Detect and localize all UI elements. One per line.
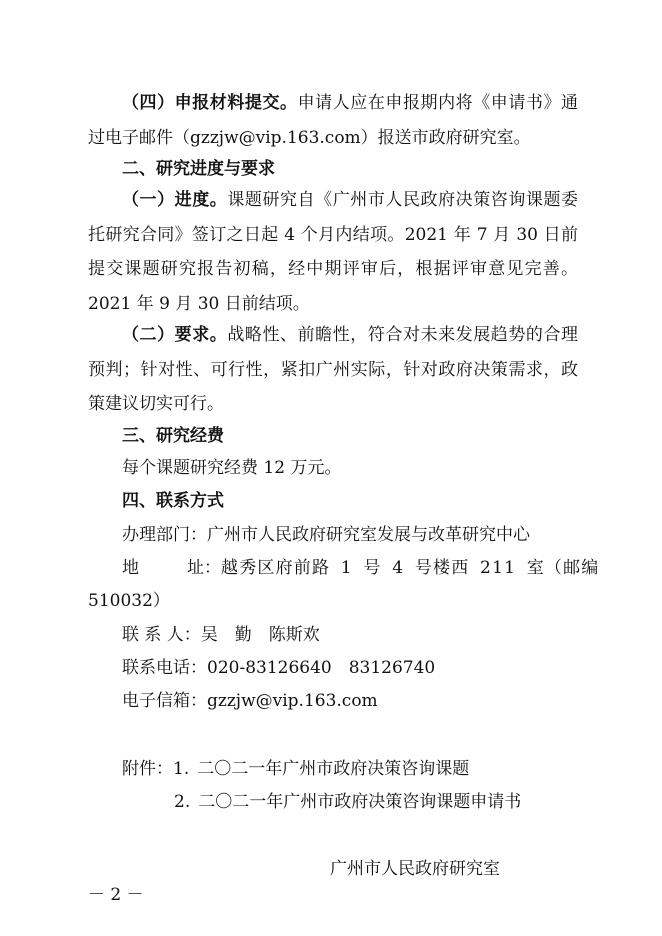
attachment-number: 2. [174,792,191,812]
page-number: － 2 － [88,885,144,905]
contact-line [122,624,320,646]
email-line [122,690,378,712]
department-value: 广州市人民政府研究室发展与改革研究中心 [207,525,530,545]
address-line [122,557,600,579]
section-four-heading: 四、联系方式 [122,491,224,511]
address-value: 越秀区府前路 1 号 4 号楼西 211 室（邮编 [221,558,600,578]
requirements-paragraph [88,318,578,422]
section-three-heading: 三、研究经费 [122,426,224,446]
progress-lead: （一）进度。 [122,190,228,210]
attachment-title: 二〇二一年广州市政府决策咨询课题 [197,759,470,779]
progress-paragraph [88,183,578,321]
funding-text: 每个课题研究经费 12 万元。 [122,458,342,478]
address-postcode: 510032） [88,591,170,611]
section-two-heading: 二、研究进度与要求 [122,159,275,179]
department-label: 办理部门： [122,525,207,545]
submission-paragraph [88,86,578,155]
attachments-label: 附件： [122,759,173,779]
submission-lead: （四）申报材料提交。 [122,93,298,113]
attachment-item [122,758,469,780]
address-label-first: 地 [122,558,139,578]
attachment-number: 1. [173,759,190,779]
requirements-text: 战略性、前瞻性，符合对未来发展趋势的合理预判；针对性、可行性，紧扣广州实际，针对政府决策需求，政策建议切实可行。 [88,325,579,414]
phone-label: 联系电话： [122,658,207,678]
department-line [122,524,530,546]
requirements-lead: （二）要求。 [122,325,228,345]
attachment-item [174,791,521,813]
contact-value: 吴 勤 陈斯欢 [200,625,320,645]
email-label: 电子信箱： [122,691,207,711]
signature: 广州市人民政府研究室 [330,859,500,879]
contact-label: 联 系 人： [122,625,201,645]
email-value: gzzjw@vip.163.com [207,691,378,711]
submission-text: 申请人应在申报期内将《申请书》通过电子邮件（gzzjw@vip.163.com）报送市政府研究室。 [88,93,579,148]
address-label-second: 址： [187,558,221,578]
phone-value: 020-83126640 83126740 [207,658,436,678]
attachment-title: 二〇二一年广州市政府决策咨询课题申请书 [198,792,522,812]
phone-line [122,657,435,679]
progress-text: 课题研究自《广州市人民政府决策咨询课题委托研究合同》签订之日起 4 个月内结项。2021 年 7 月 30 日前提交课题研究报告初稿，经中期评审后，根据评审意见完善。2021 年 9 月 30 日前结项。 [88,190,579,314]
